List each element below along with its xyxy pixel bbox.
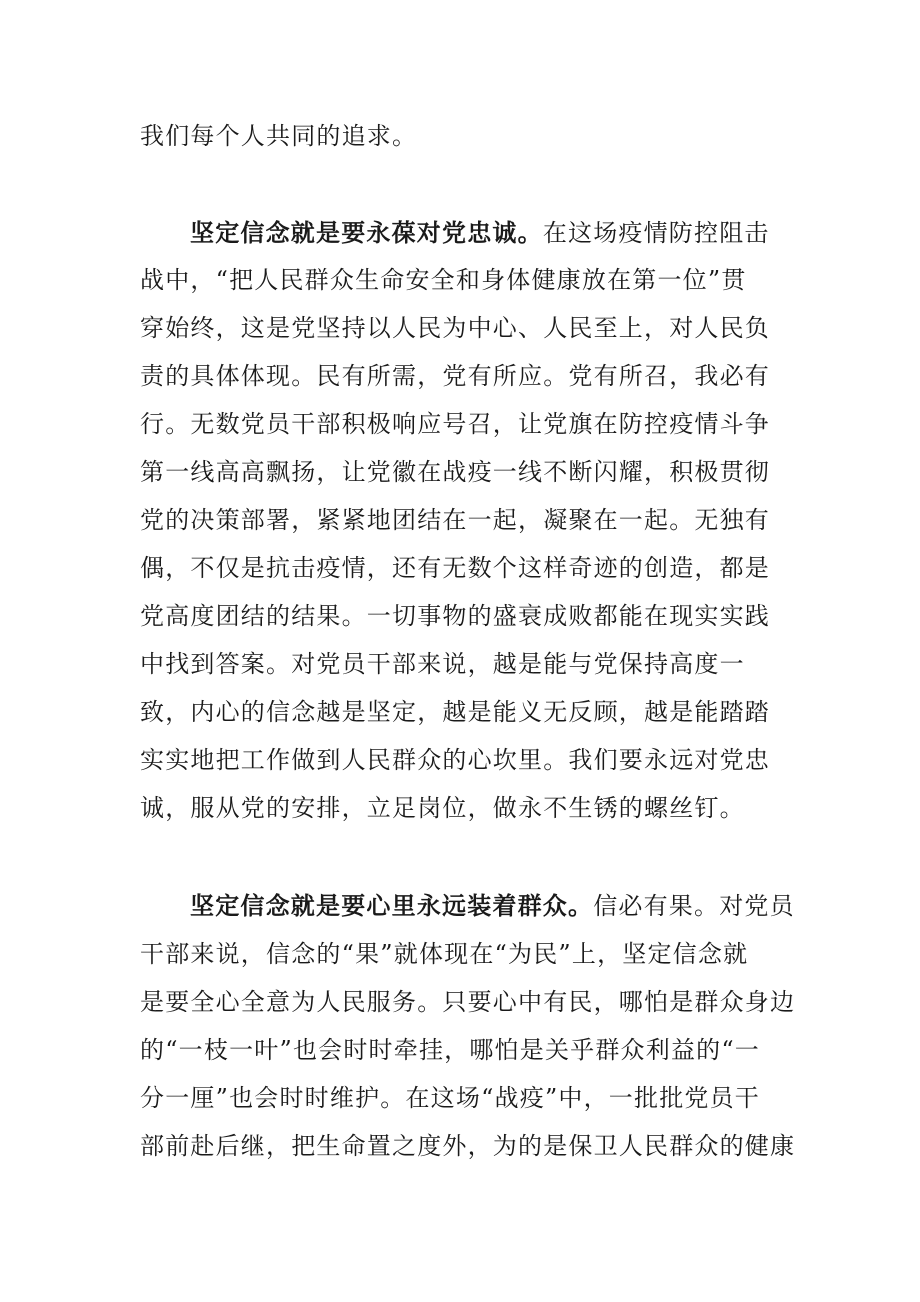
paragraph-heading: 坚定信念就是要心里永远装着群众。 <box>190 891 594 920</box>
text-line: 战中，“把人民群众生命安全和身体健康放在第一位”贯 <box>140 266 747 294</box>
text-line: 第一线高高飘扬，让党徽在战疫一线不断闪耀，积极贯彻 <box>140 458 770 486</box>
text-line: 中找到答案。对党员干部来说，越是能与党保持高度一 <box>140 650 745 678</box>
text-line: 的“一枝一叶”也会时时牵挂，哪怕是关乎群众利益的“一 <box>140 1036 761 1064</box>
text-line: 我们每个人共同的追求。 <box>140 122 418 150</box>
text-line: 诚，服从党的安排，立足岗位，做永不生锈的螺丝钉。 <box>140 794 745 822</box>
text-line: 行。无数党员干部积极响应号召，让党旗在防控疫情斗争 <box>140 410 770 438</box>
paragraph-first-line <box>190 217 770 249</box>
text-line: 是要全心全意为人民服务。只要心中有民，哪怕是群众身边 <box>140 988 796 1016</box>
text-line: 党高度团结的结果。一切事物的盛衰成败都能在现实实践 <box>140 602 770 630</box>
text-line: 偶，不仅是抗击疫情，还有无数个这样奇迹的创造，都是 <box>140 554 770 582</box>
text-line: 致，内心的信念越是坚定，越是能义无反顾，越是能踏踏 <box>140 698 770 726</box>
paragraph-text: 信必有果。对党员 <box>593 892 795 920</box>
paragraph-text: 在这场疫情防控阻击 <box>542 219 770 247</box>
paragraph-heading: 坚定信念就是要永葆对党忠诚。 <box>190 218 543 247</box>
text-line: 分一厘”也会时时维护。在这场“战疫”中，一批批党员干 <box>140 1084 761 1112</box>
text-line: 实实地把工作做到人民群众的心坎里。我们要永远对党忠 <box>140 746 770 774</box>
text-line: 部前赴后继，把生命置之度外，为的是保卫人民群众的健康 <box>140 1132 796 1160</box>
text-line: 党的决策部署，紧紧地团结在一起，凝聚在一起。无独有 <box>140 506 770 534</box>
text-line: 责的具体体现。民有所需，党有所应。党有所召，我必有 <box>140 362 770 390</box>
paragraph-first-line <box>190 890 795 922</box>
text-line: 干部来说，信念的“果”就体现在“为民”上，坚定信念就 <box>140 940 749 968</box>
text-line: 穿始终，这是党坚持以人民为中心、人民至上，对人民负 <box>140 314 770 342</box>
